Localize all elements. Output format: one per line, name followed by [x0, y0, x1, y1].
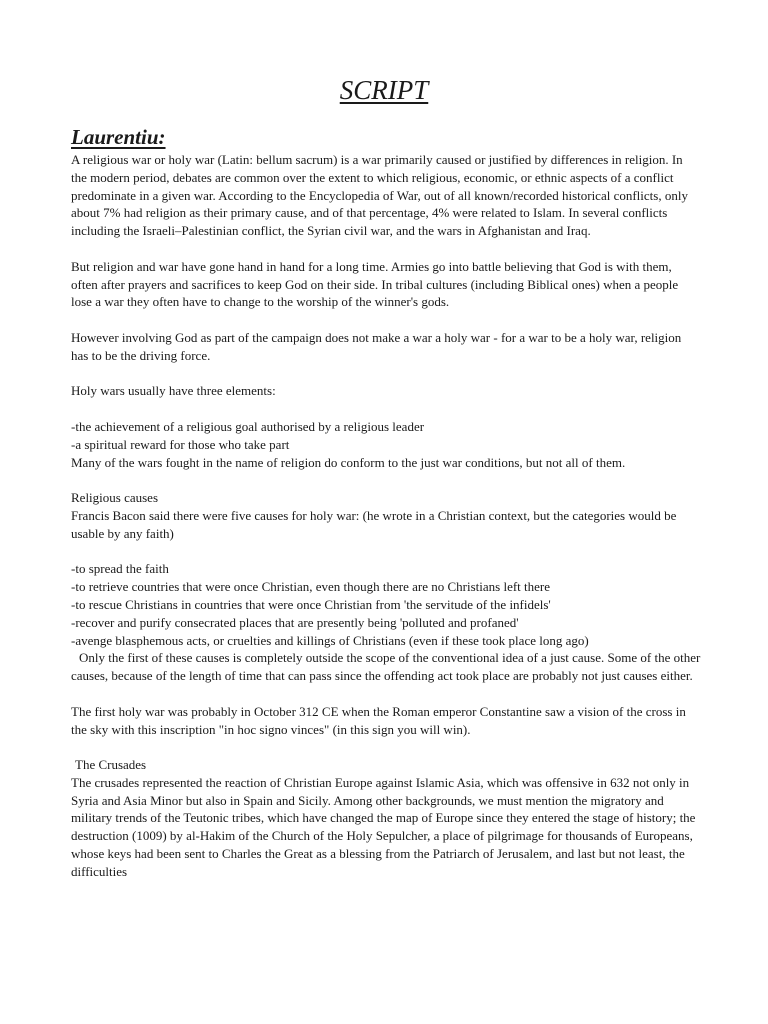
paragraph-religious-war-definition: A religious war or holy war (Latin: bellum sacrum) is a war primarily caused or justified by differences in religion. In the modern period, debates are common over the extent to which religious, economic, or ethnic aspects of a conflict predominate in a given war. According to the Encyclopedia of War, out of all known/recorded historical conflicts, only about 7% had religion as their primary cause, and of that percentage, 4% were related to Islam. In several conflicts including the Israeli–Palestinian conflict, the Syrian civil war, and the wars in Afghanistan and Iraq. — [71, 152, 688, 239]
paragraph-religion-and-war: But religion and war have gone hand in hand for a long time. Armies go into battle believing that God is with them, often after prayers and sacrifices to keep God on their side. In tribal cultures (including Biblical ones) when a people lose a war they often have to change to the worship of the winner's gods. — [71, 258, 679, 310]
paragraph-three-elements-intro: Holy wars usually have three elements: — [71, 383, 276, 399]
speaker-heading: Laurentiu: — [71, 125, 166, 149]
paragraph-first-holy-war: The first holy war was probably in October 312 CE when the Roman emperor Constantine saw a vision of the cross in the sky with this inscription "in hoc signo vinces" (in this sign you will win). — [71, 703, 686, 737]
paragraph-holy-war-driving-force: However involving God as part of the campaign does not make a war a holy war - for a war to be a holy war, religion has to be the driving force. — [71, 329, 682, 363]
paragraph-religious-causes: Religious causes Francis Bacon said there were five causes for holy war: (he wrote in a Christian context, but the categories would be usable by any faith) — [71, 490, 677, 541]
paragraph-just-cause-scope: Only the first of these causes is completely outside the scope of the conventional idea of a just cause. Some of the other causes, because of the length of time that can pass since the offending act took place are probably not just causes either. — [71, 650, 701, 684]
document-body — [71, 151, 701, 898]
document-title: SCRIPT — [339, 75, 429, 105]
paragraph-causes-list: -to spread the faith -to retrieve countries that were once Christian, even though there are no Christians left there -to rescue Christians in countries that were once Christian from 'the servitude of the infidels' -recover and purify consecrated places that are presently being 'polluted and profaned' -avenge blasphemous acts, or cruelties and killings of Christians (even if these took place long ago) — [71, 561, 589, 648]
paragraph-crusades: The Crusades The crusades represented the reaction of Christian Europe against Islamic Asia, which was offensive in 632 not only in Syria and Asia Minor but also in Spain and Sicily. Among other backgrounds, we must mention the migratory and military trends of the Teutonic tribes, which have changed the map of Europe since they entered the stage of history; the destruction (1009) by al-Hakim of the Church of the Holy Sepulcher, a place of pilgrimage for thousands of Europeans, whose keys had been sent to Charles the Great as a blessing from the Patriarch of Jerusalem, and last but not least, the difficulties — [71, 757, 696, 879]
paragraph-elements-list: -the achievement of a religious goal authorised by a religious leader -a spiritual reward for those who take part Many of the wars fought in the name of religion do conform to the just war conditions, but not all of them. — [71, 418, 626, 470]
